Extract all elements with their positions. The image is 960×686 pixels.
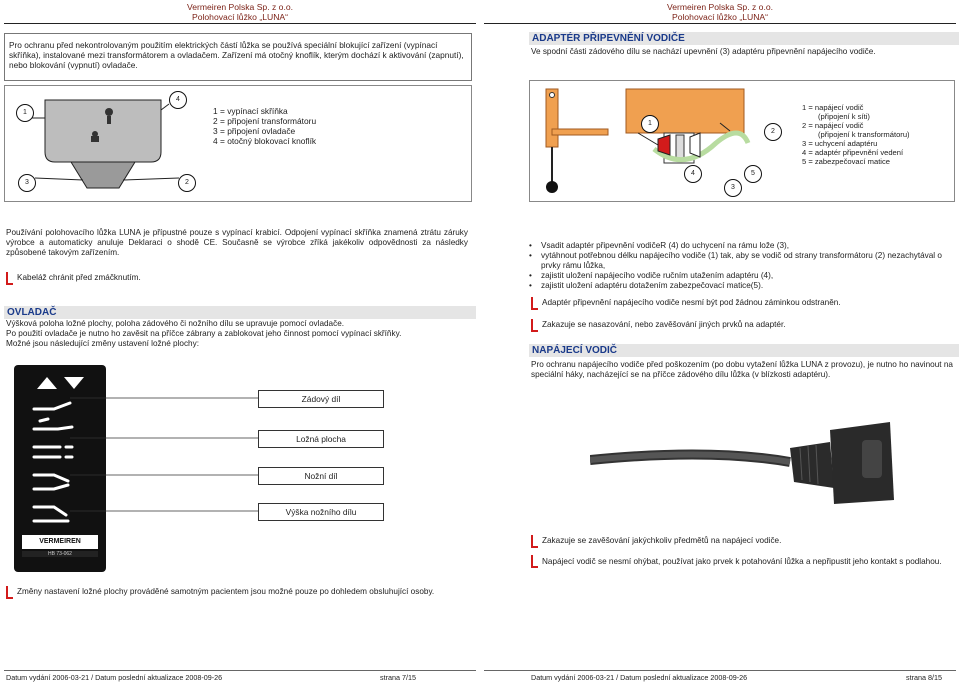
label-foot-section: Nožní díl bbox=[258, 467, 384, 485]
legend-item: 3 = uchycení adaptéru bbox=[802, 139, 878, 148]
legend-item: 5 = zabezpečovací matice bbox=[802, 157, 891, 166]
warning-adapter bbox=[531, 298, 841, 310]
warning-hang bbox=[531, 320, 786, 332]
warning-icon bbox=[531, 297, 538, 310]
lock-box-figure bbox=[4, 85, 472, 202]
section-title-napajeci: NAPÁJECÍ VODIČ bbox=[529, 344, 959, 357]
header-product: Polohovací lůžko „LUNA“ bbox=[671, 11, 768, 22]
callout-number: 4 bbox=[169, 91, 187, 109]
warning-text: Změny nastavení ložné plochy prováděné samotným pacientem jsou možné pouze po dohledem obsluhující osoby. bbox=[17, 587, 435, 596]
warning-icon bbox=[531, 555, 538, 568]
callout-number: 2 bbox=[764, 123, 782, 141]
section-title-adapter: ADAPTÉR PŘIPEVNĚNÍ VODIČE bbox=[529, 32, 959, 45]
paragraph: Po použití ovladače je nutno ho zavěsit na příčce zábrany a zablokovat jeho činnost pomocí vypínací skříňky. bbox=[6, 329, 402, 338]
adapter-legend bbox=[802, 103, 910, 166]
page-header-left bbox=[0, 3, 480, 22]
legend-item: 4 = otočný blokovací knoflík bbox=[213, 136, 317, 146]
callout-number: 3 bbox=[724, 179, 742, 197]
legend-item: 1 = napájecí vodič bbox=[802, 103, 864, 112]
list-item: • zajistit uložení napájecího vodiče ručním utažením adaptéru (4), bbox=[529, 271, 953, 281]
usage-text: Používání polohovacího lůžka LUNA je přípustné pouze s vypínací krabicí. Odpojení vypínací skříňka znamená ztrátu záruky výrobce a automaticky anuluje Deklaraci o shodě CE. Současně se výrobce zříká jakékoliv odpovědnosti za následky způsobené takovým zařízením. bbox=[6, 228, 468, 257]
adapter-steps-list bbox=[529, 241, 953, 291]
warning-text: Napájecí vodič se nesmí ohýbat, používat jako prvek k potahování lůžka a nepřipustit jeho kontakt s podlahou. bbox=[542, 557, 942, 566]
warning-icon bbox=[6, 586, 13, 599]
warning-icon bbox=[531, 535, 538, 548]
warning-patient bbox=[6, 587, 466, 599]
adapter-text: Ve spodní části zádového dílu se nachází upevnění (3) adaptéru připevnění napájecího vodiče. bbox=[531, 47, 876, 56]
footer-page-number: strana 8/15 bbox=[906, 673, 942, 682]
legend-item: (připojení k síti) bbox=[818, 112, 870, 121]
label-back-section: Zádový díl bbox=[258, 390, 384, 408]
callout-number: 2 bbox=[178, 174, 196, 192]
legend-item: 2 = připojení transformátoru bbox=[213, 116, 317, 126]
callout-number: 1 bbox=[641, 115, 659, 133]
legend-item: 4 = adaptér připevnění vedení bbox=[802, 148, 904, 157]
header-divider bbox=[4, 23, 476, 24]
remote-code: HB 73-062 bbox=[48, 551, 72, 557]
napajeci-text: Pro ochranu napájecího vodiče před poškozením (po dobu vytažení lůžka LUNA z provozu), je nutno ho navinout na speciální háky, nacházející se na příčce zádového dílu lůžka (v blízkosti adaptéru). bbox=[531, 360, 953, 379]
callout-number: 1 bbox=[16, 104, 34, 122]
remote-label-leaders bbox=[70, 380, 260, 520]
callout-number: 4 bbox=[684, 165, 702, 183]
warning-text: Zakazuje se nasazování, nebo zavěšování jiných prvků na adaptér. bbox=[542, 320, 786, 329]
footer-date: Datum vydání 2006-03-21 / Datum poslední aktualizace 2008-09-26 bbox=[6, 673, 223, 682]
warning-items bbox=[531, 536, 781, 548]
lock-box-legend bbox=[213, 106, 316, 146]
footer-divider bbox=[4, 670, 476, 671]
power-plug-illustration bbox=[590, 418, 920, 528]
warning-text: Kabeláž chránit před zmáčknutím. bbox=[17, 273, 141, 282]
intro-box bbox=[4, 33, 472, 81]
warning-icon bbox=[531, 319, 538, 332]
paragraph: Výšková poloha ložné plochy, poloha zádového či nožního dílu se upravuje pomocí ovladače. bbox=[6, 319, 345, 328]
warning-bend bbox=[531, 556, 955, 568]
footer-page-number: strana 7/15 bbox=[380, 673, 416, 682]
list-item: • vytáhnout potřebnou délku napájecího vodiče (1) tak, aby se vodič od strany transformátoru (2) nezachytával o prvky rámu lůžka, bbox=[529, 251, 953, 271]
label-mattress-platform: Ložná plocha bbox=[258, 430, 384, 448]
label-foot-height: Výška nožního dílu bbox=[258, 503, 384, 521]
legend-item: 1 = vypínací skříňka bbox=[213, 106, 288, 116]
header-company: Vermeiren Polska Sp. z o.o. bbox=[666, 2, 774, 12]
header-company: Vermeiren Polska Sp. z o.o. bbox=[186, 2, 294, 12]
warning-icon bbox=[6, 272, 13, 285]
legend-item: (připojení k transformátoru) bbox=[818, 130, 910, 139]
callout-number: 3 bbox=[18, 174, 36, 192]
intro-text: Pro ochranu před nekontrolovaným použitím elektrických částí lůžka se používá speciální blokující zařízení (vypínací skříňka), instalované mezi transformátorem a ovladačem. Zařízení má otočný knoflík, kterým dochází k aktivování (zapnutí), nebo blokování (vypnutí) ovladače. bbox=[9, 40, 464, 70]
footer-divider bbox=[484, 670, 956, 671]
section-title-ovladac: OVLADAČ bbox=[4, 306, 476, 319]
ovladac-text bbox=[6, 319, 468, 349]
footer-date: Datum vydání 2006-03-21 / Datum poslední aktualizace 2008-09-26 bbox=[531, 673, 748, 682]
legend-item: 3 = připojení ovladače bbox=[213, 126, 296, 136]
header-product: Polohovací lůžko „LUNA“ bbox=[191, 11, 288, 22]
callout-number: 5 bbox=[744, 165, 762, 183]
remote-brand: VERMEIREN bbox=[39, 538, 81, 545]
legend-item: 2 = napájecí vodič bbox=[802, 121, 864, 130]
warning-text: Adaptér připevnění napájecího vodiče nesmí být pod žádnou záminkou odstraněn. bbox=[542, 298, 841, 307]
list-item: • zajistit uložení adaptéru dotažením zabezpečovací matice(5). bbox=[529, 281, 953, 291]
adapter-figure bbox=[529, 80, 955, 202]
header-divider bbox=[484, 23, 956, 24]
warning-cable bbox=[6, 273, 141, 285]
warning-text: Zakazuje se zavěšování jakýchkoliv předmětů na napájecí vodiče. bbox=[542, 536, 782, 545]
page-header-right bbox=[480, 3, 960, 22]
list-item: • Vsadit adaptér připevnění vodičeR (4) do uchycení na rámu lože (3), bbox=[529, 241, 953, 251]
paragraph: Možné jsou následující změny ustavení ložné plochy: bbox=[6, 339, 199, 348]
